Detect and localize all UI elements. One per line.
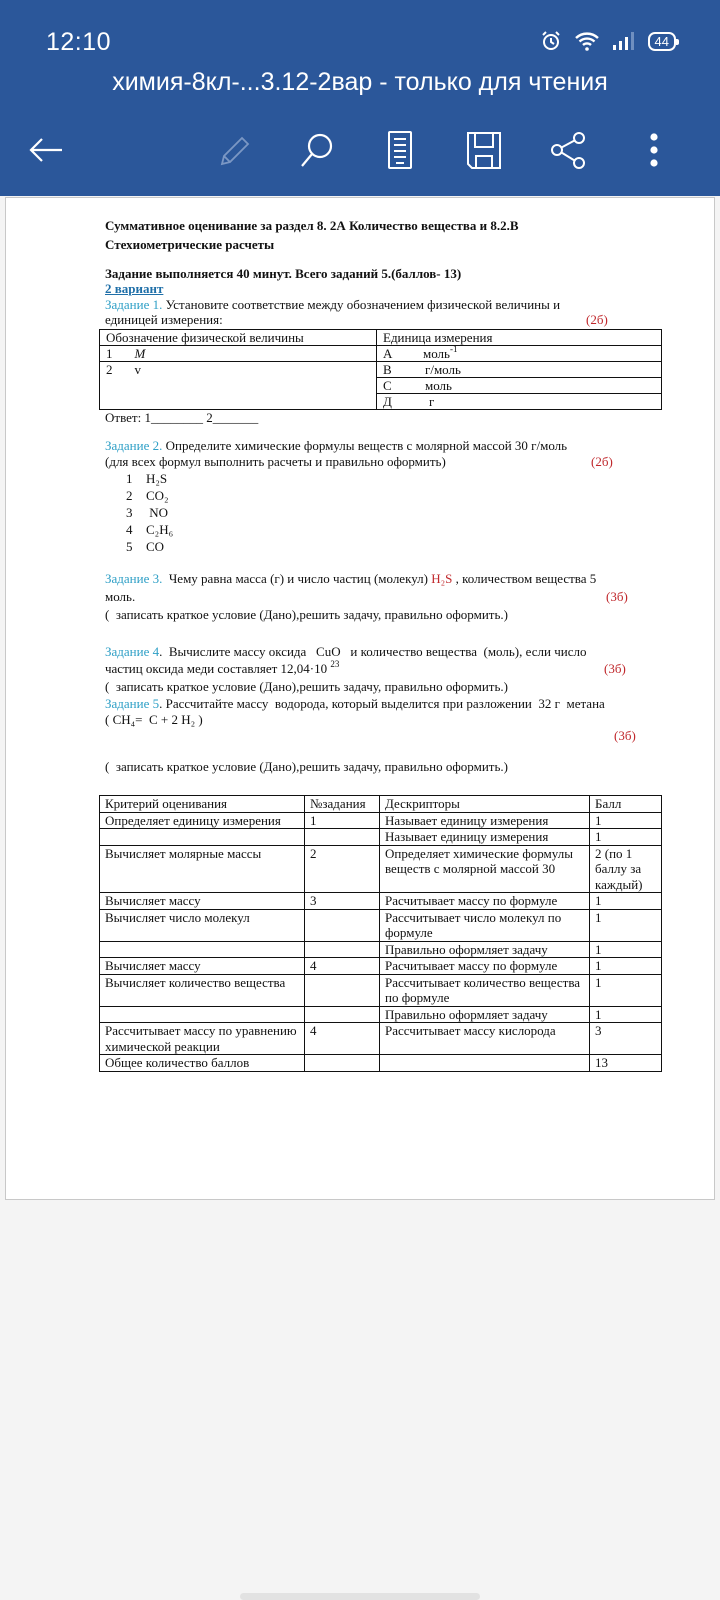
task3-instruction: ( записать краткое условие (Дано),решить задачу, правильно оформить.) — [105, 607, 508, 622]
table-header: Обозначение физической величины — [100, 330, 377, 346]
table-header: Балл — [590, 796, 662, 813]
status-time: 12:10 — [46, 28, 112, 56]
back-arrow-icon — [26, 130, 66, 170]
table-header: №задания — [305, 796, 380, 813]
table-cell: Д г — [377, 394, 662, 410]
formula-item: 2 CO₂ — [126, 488, 169, 503]
share-button[interactable] — [542, 124, 594, 176]
task5-label: Задание 5 — [105, 696, 160, 711]
document-title: химия-8кл-...3.12-2вар - только для чтения — [112, 68, 608, 96]
task3-text-line2: моль. — [105, 589, 136, 604]
task2-label: Задание 2. — [105, 438, 163, 453]
wifi-icon — [574, 30, 600, 52]
table-cell: А моль$^{-1}$ — [377, 346, 662, 362]
task1-label: Задание 1. — [105, 297, 163, 312]
task4-instruction: ( записать краткое условие (Дано),решить задачу, правильно оформить.) — [105, 679, 508, 694]
table-row: Вычисляет молярные массы 2 Определяет химические формулы веществ с молярной массой 30 2 (по 1 баллу за каждый) — [100, 845, 662, 893]
formula-item: 4 C₂H₆ — [126, 522, 174, 537]
save-button[interactable] — [458, 124, 510, 176]
task2-points: (2б) — [591, 454, 613, 469]
task4-text: Задание 4. Вычислите массу оксида CuO и количество вещества (моль), если число — [105, 644, 587, 659]
more-vertical-icon — [634, 130, 674, 170]
formula-item: 1 H₂S — [126, 471, 168, 486]
alarm-icon — [540, 30, 562, 52]
duration-line: Задание выполняется 40 минут. Всего заданий 5.(баллов- 13) — [105, 266, 462, 281]
edit-button[interactable] — [206, 124, 258, 176]
table-total-row: Общее количество баллов 13 — [100, 1055, 662, 1072]
search-icon — [298, 130, 338, 170]
table-header: Единица измерения — [377, 330, 662, 346]
back-button[interactable] — [20, 124, 72, 176]
mobile-view-button[interactable] — [374, 124, 426, 176]
table-cell: В г/моль — [377, 362, 662, 378]
table-cell: С моль — [377, 378, 662, 394]
share-icon — [548, 130, 588, 170]
task1-text: Задание 1. Установите соответствие между обозначением физической величины и — [105, 297, 561, 312]
table-row: Вычисляет массу 3 Расчитывает массу по формуле 1 — [100, 893, 662, 910]
formula-item: 3 NO — [126, 505, 169, 520]
heading-line-2: Стехиометрические расчеты — [105, 237, 275, 252]
table-row: Называет единицу измерения 1 — [100, 829, 662, 846]
table-cell: 2 v — [100, 362, 377, 410]
mobile-view-icon — [380, 130, 420, 170]
table-row: Рассчитывает массу по уравнению химической реакции 4 Рассчитывает массу кислорода 3 — [100, 1023, 662, 1055]
task1-answer: Ответ: 1________ 2_______ — [105, 410, 259, 425]
task1-text-line2: единицей измерения: — [105, 312, 223, 327]
gesture-home-bar[interactable] — [240, 1593, 480, 1600]
task5-text: Задание 5. Рассчитайте массу водорода, который выделится при разложении 32 г метана — [105, 696, 605, 711]
heading-line-1: Суммативное оценивание за раздел 8. 2А Количество вещества и 8.2.В — [105, 218, 519, 233]
table-row: Вычисляет количество вещества Рассчитывает количество вещества по формуле 1 — [100, 974, 662, 1006]
variant-label: 2 вариант — [105, 281, 164, 296]
task3-points: (3б) — [606, 589, 628, 604]
more-options-button[interactable] — [628, 124, 680, 176]
task1-points: (2б) — [586, 312, 608, 327]
table-row: Вычисляет массу 4 Расчитывает массу по формуле 1 — [100, 958, 662, 975]
search-button[interactable] — [292, 124, 344, 176]
task5-points: (3б) — [614, 728, 636, 743]
table-row: Вычисляет число молекул Рассчитывает число молекул по формуле 1 — [100, 909, 662, 941]
task3-text: Задание 3. Чему равна масса (г) и число частиц (молекул) H₂S , количеством вещества 5 — [105, 571, 597, 586]
table-cell: 1 M — [100, 346, 377, 362]
task1-matching-table — [99, 329, 662, 410]
table-header: Дескрипторы — [380, 796, 590, 813]
table-header: Критерий оценивания — [100, 796, 305, 813]
table-header-row — [100, 796, 662, 813]
task5-equation: ( CH₄= C + 2 H₂ ) — [105, 712, 203, 727]
toolbar — [0, 124, 720, 176]
table-row: Определяет единицу измерения 1 Называет единицу измерения 1 — [100, 812, 662, 829]
task4-text-line2: частиц оксида меди составляет 12,04·10 $^{23}$ — [105, 659, 340, 676]
save-icon — [464, 130, 504, 170]
task5-instruction: ( записать краткое условие (Дано),решить задачу, правильно оформить.) — [105, 759, 508, 774]
task4-points: (3б) — [604, 661, 626, 676]
task3-formula: H₂S — [431, 571, 453, 586]
task2-text-line2: (для всех формул выполнить расчеты и правильно оформить) — [105, 454, 446, 469]
pencil-icon — [212, 130, 252, 170]
task3-label: Задание 3. — [105, 571, 163, 586]
table-row: Правильно оформляет задачу 1 — [100, 1006, 662, 1023]
formula-item: 5 CO — [126, 539, 165, 554]
status-icons — [540, 30, 676, 52]
battery-indicator: 44 — [648, 32, 676, 51]
document-page[interactable] — [5, 197, 715, 1200]
signal-icon — [612, 31, 636, 51]
task2-text: Задание 2. Определите химические формулы веществ с молярной массой 30 г/моль — [105, 438, 568, 453]
criteria-table — [99, 795, 662, 1072]
app-bar — [0, 0, 720, 196]
task4-label: Задание 4 — [105, 644, 160, 659]
table-row: Правильно оформляет задачу 1 — [100, 941, 662, 958]
